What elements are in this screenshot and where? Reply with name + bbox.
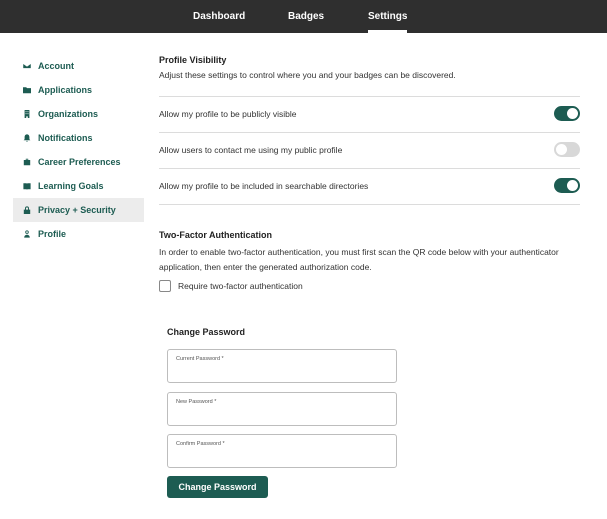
divider — [159, 168, 580, 169]
sidebar-item-notifications[interactable] — [13, 126, 144, 150]
require-2fa-checkbox[interactable] — [159, 280, 171, 292]
profile-visibility-description: Adjust these settings to control where you and your badges can be discovered. — [159, 70, 456, 80]
sidebar-item-privacy-security[interactable] — [13, 198, 144, 222]
public-visibility-toggle[interactable] — [554, 106, 580, 121]
sidebar-item-profile[interactable] — [13, 222, 144, 246]
contact-me-label: Allow users to contact me using my public profile — [159, 145, 343, 155]
sidebar-item-label: Applications — [38, 85, 93, 95]
building-icon — [20, 108, 34, 120]
two-factor-description-line: In order to enable two-factor authentication, you must first scan the QR code below with your authenticator — [159, 247, 559, 257]
tab-dashboard[interactable]: Dashboard — [193, 11, 246, 22]
tab-settings[interactable]: Settings — [368, 0, 407, 33]
change-password-button[interactable]: Change Password — [167, 476, 268, 498]
sidebar-item-account[interactable] — [13, 54, 144, 78]
user-badge-icon — [20, 228, 34, 240]
divider — [159, 96, 580, 97]
sidebar-item-learning-goals[interactable] — [13, 174, 144, 198]
current-password-label: Current Password * — [176, 356, 224, 362]
sidebar-item-label: Notifications — [38, 133, 93, 143]
sidebar-item-career-preferences[interactable] — [13, 150, 144, 174]
two-factor-description-line: application, then enter the generated authorization code. — [159, 262, 372, 272]
tab-badges[interactable]: Badges — [288, 11, 325, 22]
public-visibility-label: Allow my profile to be publicly visible — [159, 109, 297, 119]
lock-icon — [20, 204, 34, 216]
two-factor-heading: Two-Factor Authentication — [159, 230, 272, 240]
confirm-password-label: Confirm Password * — [176, 441, 225, 447]
searchable-directories-toggle[interactable] — [554, 178, 580, 193]
sidebar-item-label: Profile — [38, 229, 67, 239]
top-nav-bar — [0, 0, 607, 33]
briefcase-icon — [20, 156, 34, 168]
two-factor-description — [159, 245, 584, 275]
sidebar-item-label: Organizations — [38, 109, 99, 119]
sidebar-item-organizations[interactable] — [13, 102, 144, 126]
sidebar-item-label: Learning Goals — [38, 181, 104, 191]
require-2fa-label[interactable]: Require two-factor authentication — [178, 281, 303, 291]
new-password-field[interactable] — [167, 392, 397, 426]
bell-icon — [20, 132, 34, 144]
new-password-label: New Password * — [176, 399, 217, 405]
sidebar-item-applications[interactable] — [13, 78, 144, 102]
contact-me-toggle[interactable] — [554, 142, 580, 157]
profile-visibility-heading: Profile Visibility — [159, 55, 227, 65]
book-icon — [20, 180, 34, 192]
settings-sidebar — [13, 54, 144, 246]
toggle-knob — [556, 144, 567, 155]
envelope-icon — [20, 60, 34, 72]
sidebar-item-label: Account — [38, 61, 74, 71]
divider — [159, 132, 580, 133]
toggle-knob — [567, 180, 578, 191]
folder-icon — [20, 84, 34, 96]
current-password-field[interactable] — [167, 349, 397, 383]
change-password-heading: Change Password — [167, 327, 246, 337]
sidebar-item-label: Career Preferences — [38, 157, 121, 167]
toggle-knob — [567, 108, 578, 119]
divider — [159, 204, 580, 205]
sidebar-item-label: Privacy + Security — [38, 205, 116, 215]
confirm-password-field[interactable] — [167, 434, 397, 468]
searchable-directories-label: Allow my profile to be included in searchable directories — [159, 181, 369, 191]
